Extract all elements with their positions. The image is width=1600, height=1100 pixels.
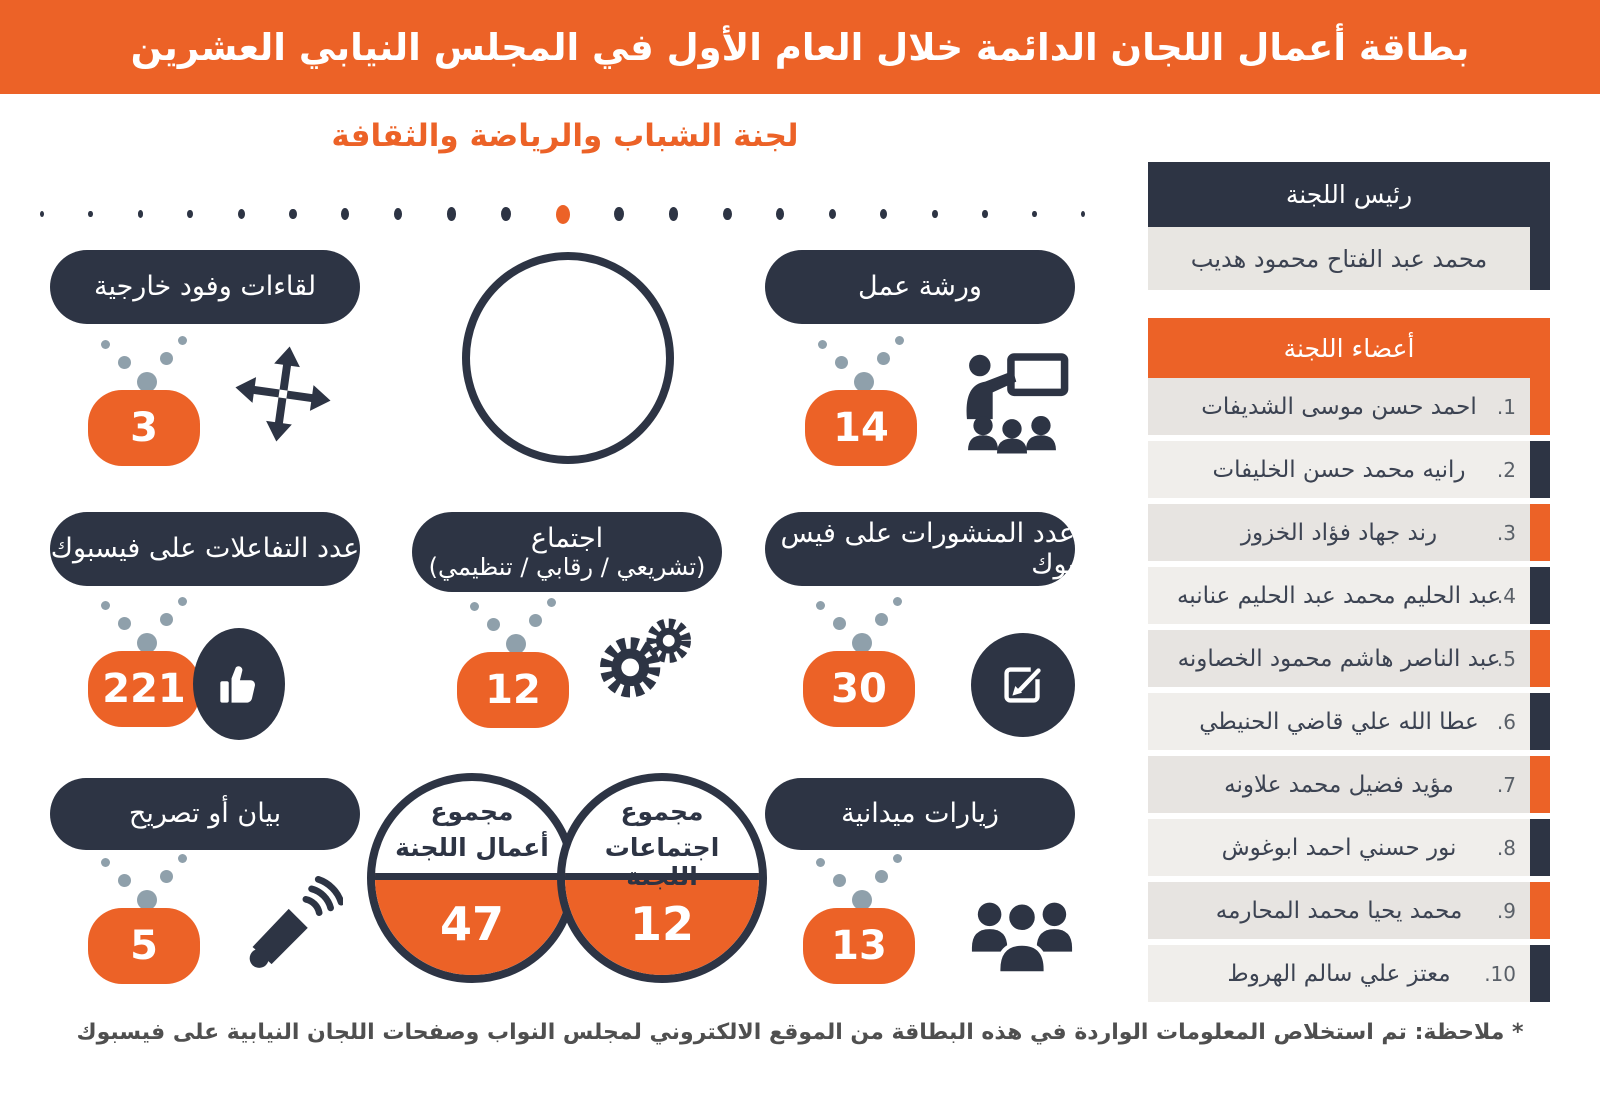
stat-label-pill bbox=[50, 778, 360, 850]
stat-label-pill bbox=[765, 512, 1075, 586]
member-name: عبد الناصر هاشم محمود الخصاونه bbox=[1177, 645, 1501, 672]
crossed-arrows-icon bbox=[233, 344, 333, 444]
progress-dot bbox=[982, 210, 987, 218]
stat-label: بيان أو تصريح bbox=[128, 798, 282, 830]
stat-label-pill bbox=[765, 250, 1075, 324]
total-label: اجتماعات اللجنة bbox=[604, 833, 720, 891]
stat-statements bbox=[50, 778, 360, 1016]
stat-label: ورشة عمل bbox=[858, 271, 982, 303]
progress-dot bbox=[447, 207, 457, 221]
stat-value: 12 bbox=[457, 652, 569, 728]
stat-value: 221 bbox=[88, 651, 200, 727]
stat-label-sub: (تشريعي / رقابي / تنظيمي) bbox=[428, 552, 706, 581]
total-label: أعمال اللجنة bbox=[395, 833, 549, 862]
progress-dot bbox=[1081, 211, 1085, 217]
member-row-strip bbox=[1530, 882, 1550, 939]
member-row-strip bbox=[1530, 567, 1550, 624]
stat-external-delegations bbox=[50, 250, 360, 488]
member-number: .3 bbox=[1496, 520, 1516, 545]
stat-label-pill bbox=[412, 512, 722, 592]
progress-dot-active bbox=[556, 205, 570, 224]
member-row-strip bbox=[1530, 630, 1550, 687]
member-row bbox=[1148, 819, 1550, 876]
member-name: نور حسني احمد ابوغوش bbox=[1221, 834, 1457, 861]
progress-dot bbox=[238, 209, 245, 219]
progress-dot bbox=[341, 208, 349, 220]
member-name-cell bbox=[1148, 819, 1530, 876]
member-row-strip bbox=[1530, 819, 1550, 876]
member-row-strip bbox=[1530, 756, 1550, 813]
stat-label: اجتماع bbox=[530, 522, 604, 554]
stat-value: 3 bbox=[88, 390, 200, 466]
stat-value: 30 bbox=[803, 651, 915, 727]
member-number: .2 bbox=[1496, 457, 1516, 482]
dotted-connector bbox=[816, 334, 906, 392]
progress-dot bbox=[40, 211, 44, 217]
progress-dot bbox=[1032, 211, 1037, 218]
member-row bbox=[1148, 630, 1550, 687]
member-name-cell bbox=[1148, 504, 1530, 561]
dotted-connector bbox=[468, 596, 558, 654]
dotted-connector bbox=[99, 595, 189, 653]
member-name-cell bbox=[1148, 945, 1530, 1002]
megaphone-icon bbox=[243, 876, 343, 976]
chairman-header: رئيس اللجنة bbox=[1148, 162, 1550, 227]
people-group-icon bbox=[968, 888, 1076, 978]
member-row bbox=[1148, 945, 1550, 1002]
progress-dot bbox=[614, 207, 624, 222]
progress-dot bbox=[289, 209, 297, 220]
progress-dot bbox=[669, 207, 679, 221]
stat-label: لقاءات وفود خارجية bbox=[93, 271, 317, 303]
member-name-cell bbox=[1148, 756, 1530, 813]
member-name-cell bbox=[1148, 378, 1530, 435]
member-name-cell bbox=[1148, 441, 1530, 498]
header-bar bbox=[0, 0, 1600, 94]
stat-label-pill bbox=[50, 512, 360, 586]
dotted-connector bbox=[99, 334, 189, 392]
member-name: عبد الحليم محمد عبد الحليم عنانبه bbox=[1176, 582, 1502, 609]
member-number: .9 bbox=[1496, 898, 1516, 923]
dotted-connector bbox=[814, 852, 904, 910]
progress-dot bbox=[776, 208, 784, 220]
member-row-strip bbox=[1530, 945, 1550, 1002]
footer-note: * ملاحظة: تم استخلاص المعلومات الواردة في هذه البطاقة من الموقع الالكتروني لمجلس النواب وصفحات اللجان النيابية على فيسبوك bbox=[76, 1020, 1524, 1045]
member-name: عطا الله علي قاضي الحنيطي bbox=[1199, 708, 1479, 735]
stat-value: 5 bbox=[88, 908, 200, 984]
stat-label: زيارات ميدانية bbox=[841, 798, 999, 830]
stat-facebook-posts bbox=[765, 512, 1075, 750]
total-label: مجموع bbox=[620, 797, 704, 826]
member-name: احمد حسن موسى الشديفات bbox=[1201, 393, 1477, 420]
committee-logo-placeholder-circle bbox=[462, 252, 674, 464]
stat-value: 13 bbox=[803, 908, 915, 984]
total-value: 12 bbox=[629, 897, 694, 951]
members-list bbox=[1148, 378, 1550, 1002]
progress-dot bbox=[187, 210, 193, 219]
stat-field-visits bbox=[765, 778, 1075, 1016]
stat-label: عدد المنشورات على فيس بوك bbox=[780, 517, 1075, 580]
member-row bbox=[1148, 567, 1550, 624]
stat-facebook-interactions bbox=[50, 512, 360, 750]
thumbs-up-icon bbox=[193, 628, 285, 740]
stat-label: عدد التفاعلات على فيسبوك bbox=[50, 533, 360, 565]
chairman-row bbox=[1148, 227, 1550, 290]
committee-sidebar bbox=[1148, 162, 1550, 1008]
member-row bbox=[1148, 693, 1550, 750]
progress-dots bbox=[40, 198, 1085, 230]
member-number: .6 bbox=[1496, 709, 1516, 734]
progress-dot bbox=[723, 208, 732, 221]
member-name-cell bbox=[1148, 882, 1530, 939]
member-row-strip bbox=[1530, 378, 1550, 435]
page-title: بطاقة أعمال اللجان الدائمة خلال العام الأول في المجلس النيابي العشرين bbox=[130, 25, 1470, 69]
stat-workshops bbox=[765, 250, 1075, 488]
chairman-row-strip bbox=[1530, 227, 1550, 290]
member-name: رانيه محمد حسن الخليفات bbox=[1212, 456, 1466, 483]
gears-icon bbox=[595, 616, 697, 700]
member-row-strip bbox=[1530, 441, 1550, 498]
member-name-cell bbox=[1148, 693, 1530, 750]
stat-label-pill bbox=[50, 250, 360, 324]
progress-dot bbox=[138, 210, 143, 218]
compose-icon bbox=[971, 633, 1075, 737]
progress-dot bbox=[501, 207, 511, 222]
dotted-connector bbox=[99, 852, 189, 910]
member-name: رند جهاد فؤاد الخزوز bbox=[1240, 519, 1438, 546]
stat-value: 14 bbox=[805, 390, 917, 466]
member-number: .10 bbox=[1484, 961, 1516, 986]
total-value: 47 bbox=[439, 897, 504, 951]
total-label: مجموع bbox=[430, 797, 514, 826]
member-row bbox=[1148, 441, 1550, 498]
member-name: محمد يحيا محمد المحارمه bbox=[1215, 897, 1463, 924]
member-row-strip bbox=[1530, 504, 1550, 561]
committee-title: لجنة الشباب والرياضة والثقافة bbox=[331, 118, 799, 154]
progress-dot bbox=[932, 210, 938, 219]
progress-dot bbox=[394, 208, 403, 221]
member-number: .1 bbox=[1496, 394, 1516, 419]
member-number: .5 bbox=[1496, 646, 1516, 671]
member-name: معتز علي سالم الهروط bbox=[1227, 960, 1451, 987]
member-row-strip bbox=[1530, 693, 1550, 750]
member-name-cell bbox=[1148, 567, 1530, 624]
member-row bbox=[1148, 756, 1550, 813]
stat-meetings bbox=[412, 512, 722, 750]
member-row bbox=[1148, 378, 1550, 435]
total-meetings-circle bbox=[557, 773, 767, 983]
members-header: أعضاء اللجنة bbox=[1148, 318, 1550, 378]
member-number: .7 bbox=[1496, 772, 1516, 797]
member-number: .8 bbox=[1496, 835, 1516, 860]
dotted-connector bbox=[814, 595, 904, 653]
total-works-circle bbox=[367, 773, 577, 983]
stat-label-pill bbox=[765, 778, 1075, 850]
chairman-name: محمد عبد الفتاح محمود هديب bbox=[1148, 227, 1530, 290]
presentation-icon bbox=[953, 348, 1071, 456]
member-number: .4 bbox=[1496, 583, 1516, 608]
member-row bbox=[1148, 882, 1550, 939]
progress-dot bbox=[880, 209, 887, 219]
member-name-cell bbox=[1148, 630, 1530, 687]
progress-dot bbox=[829, 209, 837, 220]
progress-dot bbox=[88, 211, 93, 218]
member-name: مؤيد فضيل محمد علاونه bbox=[1224, 771, 1454, 798]
member-row bbox=[1148, 504, 1550, 561]
